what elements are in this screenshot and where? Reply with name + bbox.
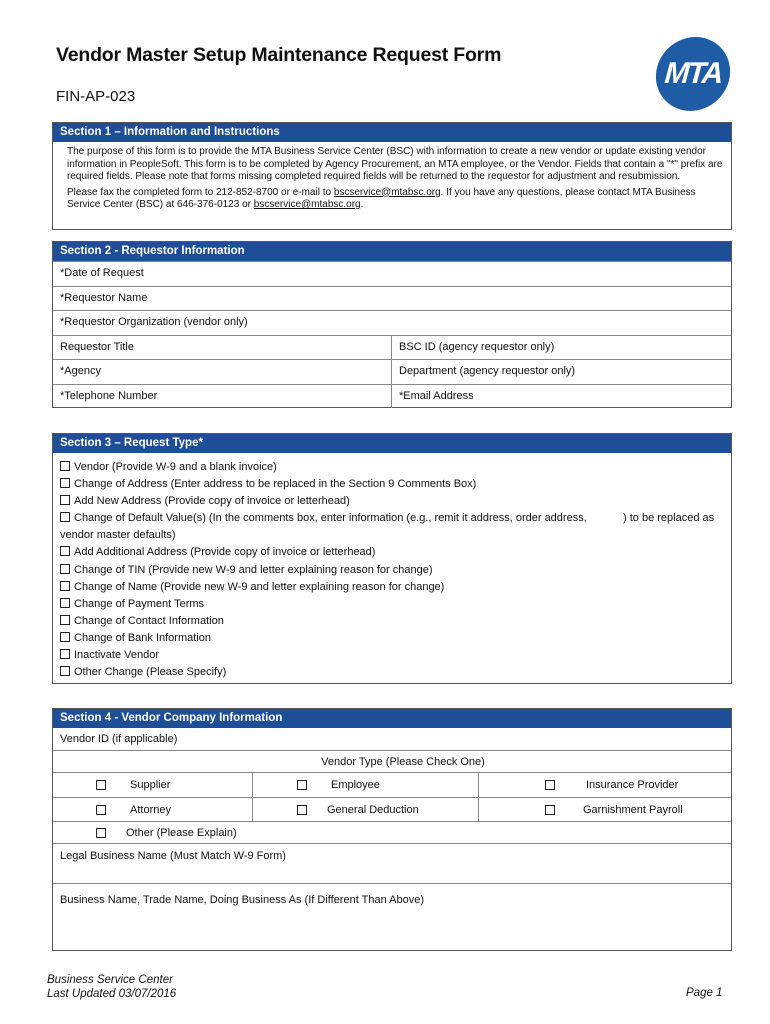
option-label: Insurance Provider (586, 779, 679, 791)
request-type-default-values[interactable] (60, 510, 724, 527)
request-type-vendor[interactable] (60, 459, 724, 476)
vendor-type-insurance[interactable] (479, 773, 731, 797)
checkbox[interactable] (60, 615, 70, 625)
request-type-additional-address[interactable] (60, 544, 724, 561)
checkbox[interactable] (96, 805, 106, 815)
requestor-org-row (53, 310, 731, 335)
section-1 (52, 122, 732, 230)
email-field[interactable]: *Email Address (399, 389, 474, 402)
checkbox[interactable] (60, 564, 70, 574)
section-2 (52, 241, 732, 408)
request-type-bank-info[interactable] (60, 630, 724, 647)
option-label: Other (Please Explain) (126, 827, 237, 839)
checkbox[interactable] (545, 780, 555, 790)
date-of-request-row (53, 261, 731, 286)
checkbox[interactable] (297, 780, 307, 790)
request-type-default-values-cont: vendor master defaults) (60, 529, 176, 542)
vendor-type-heading: Vendor Type (Please Check One) (53, 750, 731, 772)
option-label: Attorney (130, 803, 171, 816)
option-label: Vendor (Provide W-9 and a blank invoice) (74, 461, 277, 473)
option-label: Garnishment Payroll (583, 803, 683, 816)
checkbox[interactable] (60, 546, 70, 556)
checkbox[interactable] (96, 828, 106, 838)
instructions-paragraph: The purpose of this form is to provide the MTA Business Service Center (BSC) with information to create a new vendor or update existing vendor information in PeopleSoft. This form is to be completed by Agency Procurement, an MTA employee, or the Vendor. Fields that contain a "*" prefix are required fields. Please note that forms missing completed required fields will be returned to the requestor for adjustment and resubmission. (67, 146, 723, 182)
request-type-inactivate[interactable] (60, 647, 724, 664)
option-label: Change of Default Value(s) (In the comments box, enter information (e.g., remit it address, order address, (74, 512, 587, 525)
request-type-contact-info[interactable] (60, 613, 724, 630)
email-link-2[interactable]: bscservice@mtabsc.org (253, 199, 361, 210)
requestor-name-row (53, 286, 731, 311)
form-id: FIN-AP-023 (56, 88, 136, 105)
checkbox[interactable] (60, 666, 70, 676)
option-label: Change of Address (Enter address to be replaced in the Section 9 Comments Box) (74, 478, 477, 491)
option-label: Change of Bank Information (74, 631, 211, 644)
option-label: Supplier (130, 779, 171, 791)
checkbox[interactable] (60, 495, 70, 505)
vendor-type-attorney[interactable] (53, 798, 253, 822)
requestor-org-field[interactable]: *Requestor Organization (vendor only) (60, 316, 248, 328)
request-type-change-name[interactable] (60, 579, 724, 596)
option-label-tail: ) to be replaced as (623, 512, 715, 525)
section-4 (52, 708, 732, 951)
request-type-list (53, 453, 731, 681)
vendor-type-general-deduction[interactable] (253, 798, 479, 822)
footer-page: Page 1 (686, 987, 723, 999)
checkbox[interactable] (60, 512, 70, 522)
option-label: Inactivate Vendor (74, 649, 160, 662)
footer-dept: Business Service Center (47, 974, 173, 986)
legal-business-name-field[interactable]: Legal Business Name (Must Match W-9 Form) (53, 843, 731, 883)
mta-logo: MTA (653, 37, 732, 111)
request-type-payment-terms[interactable] (60, 596, 724, 613)
agency-dept-row (53, 359, 731, 384)
requestor-name-field[interactable]: *Requestor Name (60, 291, 148, 304)
business-name-field[interactable]: Business Name, Trade Name, Doing Business As (If Different Than Above) (53, 883, 731, 933)
section-2-header: Section 2 - Requestor Information (53, 242, 731, 261)
contact-text-3: . (360, 199, 364, 210)
section-3 (52, 433, 732, 684)
section-4-header: Section 4 - Vendor Company Information (53, 709, 731, 728)
vendor-type-employee[interactable] (253, 773, 479, 797)
checkbox[interactable] (60, 581, 70, 591)
phone-email-row (53, 384, 731, 409)
footer-left (47, 973, 176, 1001)
option-label: Add Additional Address (Provide copy of invoice or letterhead) (74, 546, 376, 559)
vendor-type-row-2 (53, 797, 731, 822)
request-type-add-address[interactable] (60, 493, 724, 510)
email-link[interactable]: bscservice@mtabsc.org (333, 186, 441, 198)
vendor-id-field[interactable]: Vendor ID (if applicable) (60, 733, 178, 745)
contact-text-2: . If you have any questions, please contact MTA Business Service Center (BSC) at 646-376-0123 or (67, 186, 696, 210)
option-label: Employee (331, 779, 380, 791)
checkbox[interactable] (60, 649, 70, 659)
section-1-header: Section 1 – Information and Instructions (53, 123, 731, 142)
section-3-header: Section 3 – Request Type* (53, 434, 731, 453)
section-1-body (53, 142, 731, 212)
option-label: Change of TIN (Provide new W-9 and letter explaining reason for change) (74, 563, 433, 576)
vendor-type-other[interactable] (53, 822, 731, 843)
checkbox[interactable] (96, 780, 106, 790)
checkbox[interactable] (60, 461, 70, 471)
department-field[interactable]: Department (agency requestor only) (399, 365, 576, 377)
checkbox[interactable] (60, 598, 70, 608)
checkbox[interactable] (545, 805, 555, 815)
vendor-type-row-1 (53, 772, 731, 797)
checkbox[interactable] (297, 805, 307, 815)
option-label: General Deduction (327, 803, 419, 816)
contact-paragraph (67, 187, 724, 212)
vendor-type-row-3 (53, 821, 731, 843)
footer-updated: Last Updated 03/07/2016 (47, 988, 177, 1000)
telephone-field[interactable]: *Telephone Number (53, 385, 392, 409)
vendor-type-supplier[interactable] (53, 773, 253, 797)
date-of-request-field[interactable]: *Date of Request (60, 267, 144, 279)
form-title: Vendor Master Setup Maintenance Request Form (56, 44, 502, 66)
request-type-other[interactable] (60, 664, 724, 681)
bsc-id-field[interactable]: BSC ID (agency requestor only) (399, 340, 555, 353)
option-label: Change of Payment Terms (74, 597, 205, 610)
request-type-change-address[interactable] (60, 476, 724, 493)
option-label: Change of Contact Information (74, 614, 224, 627)
agency-field[interactable]: *Agency (53, 360, 392, 384)
checkbox[interactable] (60, 632, 70, 642)
option-label: Change of Name (Provide new W-9 and letter explaining reason for change) (74, 580, 445, 593)
option-label: Other Change (Please Specify) (74, 666, 227, 679)
option-label: Add New Address (Provide copy of invoice or letterhead) (74, 495, 350, 508)
requestor-title-field[interactable]: Requestor Title (53, 336, 392, 360)
vendor-type-garnishment[interactable] (479, 798, 731, 822)
checkbox[interactable] (60, 478, 70, 488)
title-bsc-row (53, 335, 731, 360)
request-type-change-tin[interactable] (60, 562, 724, 579)
contact-text: Please fax the completed form to 212-852-8700 or e-mail to (67, 186, 334, 198)
